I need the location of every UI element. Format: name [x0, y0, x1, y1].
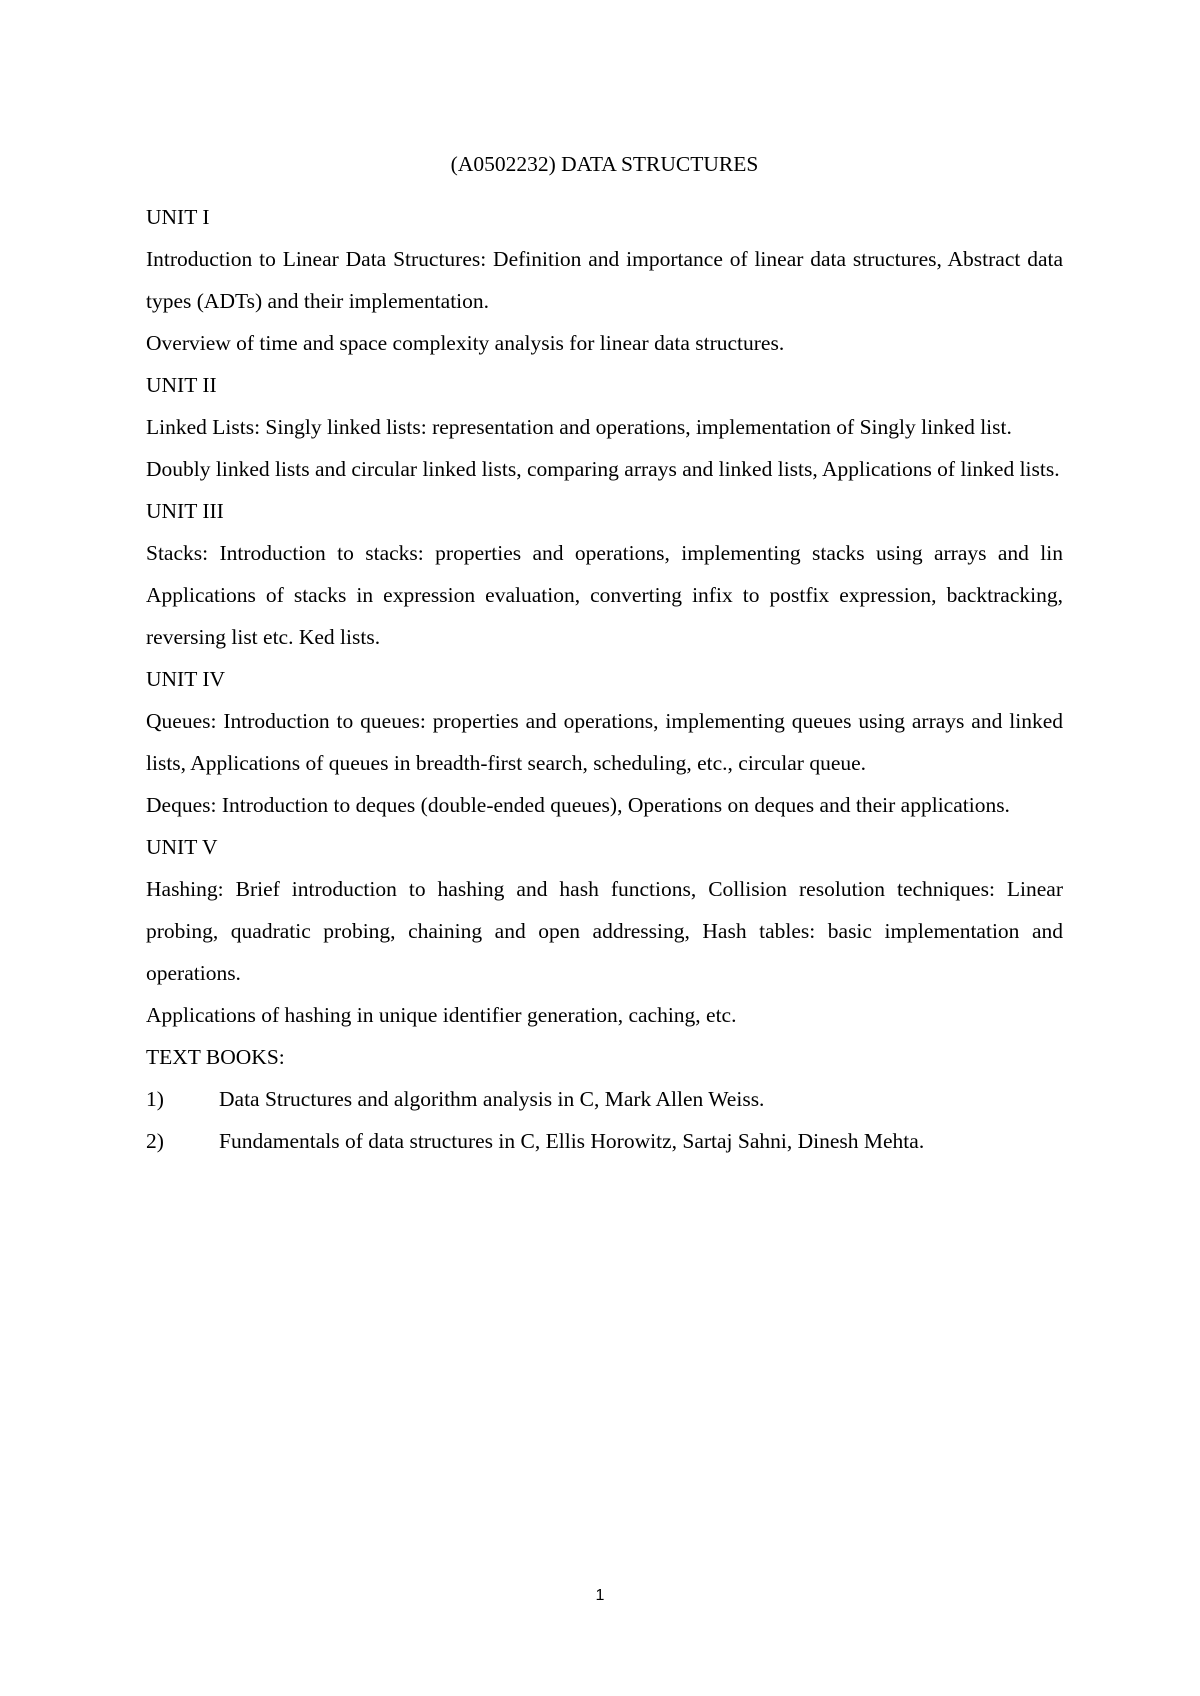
unit-paragraph: Applications of hashing in unique identifier generation, caching, etc. — [146, 1003, 737, 1027]
textbook-item — [146, 1120, 1063, 1162]
unit-section-2 — [146, 364, 1063, 490]
unit-heading: UNIT V — [146, 835, 218, 859]
unit-section-5 — [146, 826, 1063, 1036]
unit-heading: UNIT II — [146, 373, 217, 397]
unit-paragraph: Deques: Introduction to deques (double-ended queues), Operations on deques and their applications. — [146, 793, 1010, 817]
textbooks-heading: TEXT BOOKS: — [146, 1045, 285, 1069]
textbook-number: 2) — [146, 1129, 164, 1153]
unit-paragraph: Queues: Introduction to queues: properties and operations, implementing queues using arrays and linked lists, Applications of queues in breadth-first search, scheduling, etc., circular queue. — [146, 709, 1063, 775]
unit-paragraph: Linked Lists: Singly linked lists: representation and operations, implementation of Singly linked list. — [146, 415, 1012, 439]
textbooks-section — [146, 1036, 1063, 1162]
document-body — [146, 143, 1063, 1162]
unit-paragraph: Stacks: Introduction to stacks: properties and operations, implementing stacks using arrays and lin Applications of stacks in expression evaluation, converting infix to postfix expression, backtracking, reversing list etc. Ked lists. — [146, 541, 1063, 649]
unit-section-4 — [146, 658, 1063, 826]
textbook-item — [146, 1078, 1063, 1120]
textbook-text: Fundamentals of data structures in C, Ellis Horowitz, Sartaj Sahni, Dinesh Mehta. — [219, 1129, 925, 1153]
unit-heading: UNIT I — [146, 205, 210, 229]
unit-paragraph: Doubly linked lists and circular linked lists, comparing arrays and linked lists, Applications of linked lists. — [146, 457, 1060, 481]
textbook-number: 1) — [146, 1087, 164, 1111]
textbooks-list — [146, 1078, 1063, 1162]
unit-paragraph: Hashing: Brief introduction to hashing and hash functions, Collision resolution techniques: Linear probing, quadratic probing, chaining and open addressing, Hash tables: basic implementation and operations. — [146, 877, 1063, 985]
unit-section-1 — [146, 196, 1063, 364]
unit-paragraph: Overview of time and space complexity analysis for linear data structures. — [146, 331, 785, 355]
page-number: 1 — [595, 1587, 605, 1604]
document-title: (A0502232) DATA STRUCTURES — [450, 152, 759, 176]
unit-paragraph: Introduction to Linear Data Structures: Definition and importance of linear data structures, Abstract data types (ADTs) and their implementation. — [146, 247, 1063, 313]
textbook-text: Data Structures and algorithm analysis in C, Mark Allen Weiss. — [219, 1087, 765, 1111]
unit-heading: UNIT IV — [146, 667, 226, 691]
unit-heading: UNIT III — [146, 499, 224, 523]
unit-section-3 — [146, 490, 1063, 658]
